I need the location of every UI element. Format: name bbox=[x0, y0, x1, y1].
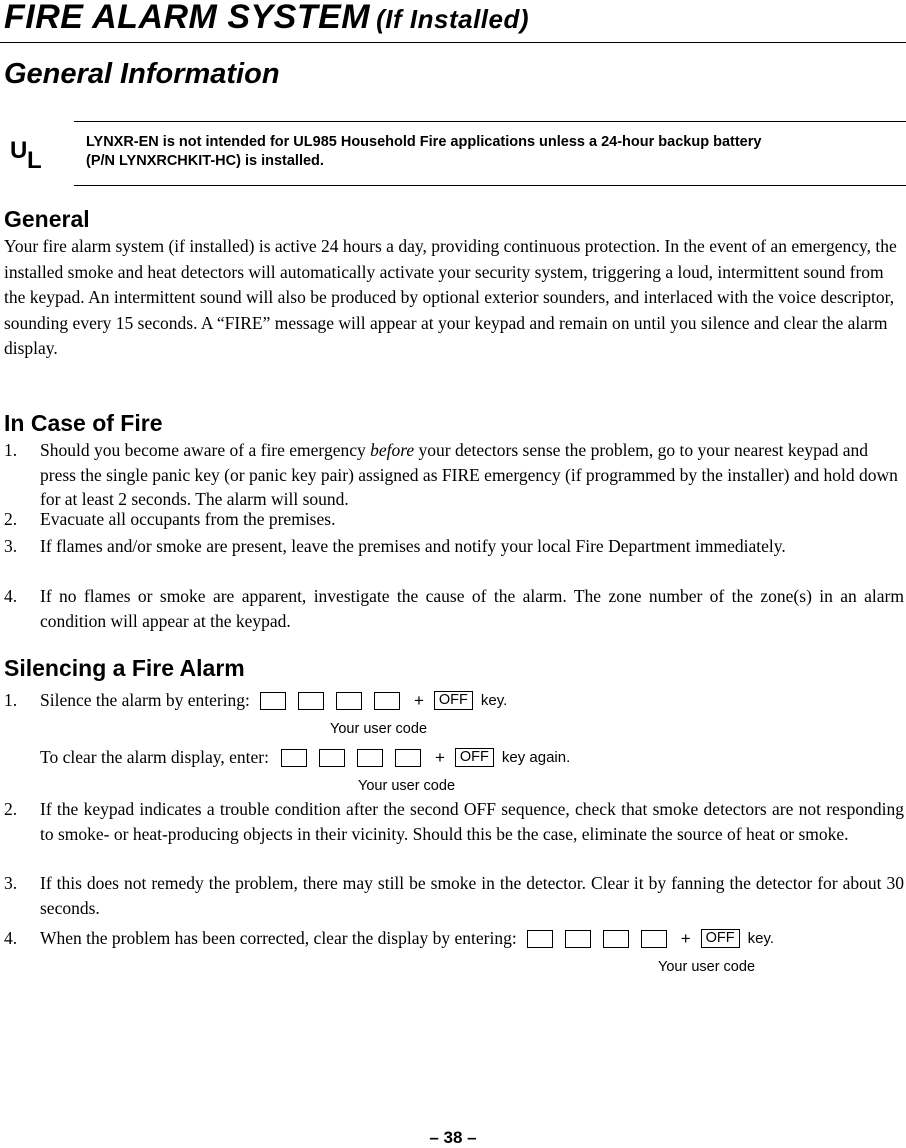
code-digit-box bbox=[603, 930, 629, 948]
plus-sign: + bbox=[434, 747, 445, 767]
off-key: OFF bbox=[434, 691, 473, 710]
key-suffix: key again. bbox=[501, 749, 571, 766]
clear-instruction: To clear the alarm display, enter: bbox=[40, 747, 269, 767]
code-digit-box bbox=[565, 930, 591, 948]
title-main: FIRE ALARM SYSTEM bbox=[4, 0, 371, 36]
clear-display-key-sequence bbox=[40, 928, 774, 949]
code-digit-box bbox=[395, 749, 421, 767]
ul-note bbox=[86, 133, 896, 171]
title-divider bbox=[0, 42, 906, 43]
code-digit-box bbox=[374, 692, 400, 710]
title-suffix: (If Installed) bbox=[376, 4, 530, 34]
code-digit-box bbox=[527, 930, 553, 948]
list-item-number: 2. bbox=[4, 799, 18, 819]
list-item-number: 3. bbox=[4, 536, 18, 556]
code-digit-box bbox=[319, 749, 345, 767]
list-item-number: 3. bbox=[4, 873, 18, 893]
user-code-boxes bbox=[281, 749, 433, 767]
ul-logo-icon: U L bbox=[10, 137, 42, 174]
ul-note-divider-top bbox=[74, 121, 906, 122]
silence-instruction: Silence the alarm by entering: bbox=[40, 690, 250, 710]
user-code-caption: Your user code bbox=[330, 721, 428, 737]
code-digit-box bbox=[281, 749, 307, 767]
list-item: Evacuate all occupants from the premises. bbox=[40, 509, 336, 529]
user-code-caption: Your user code bbox=[358, 778, 456, 794]
clear-key-sequence bbox=[40, 747, 570, 768]
general-paragraph: Your fire alarm system (if installed) is active 24 hours a day, providing continuous protection. In the event of an emergency, the installed smoke and heat detectors will automatically activate your security system, triggering a loud, intermittent sound from the keypad. An intermittent sound will also be produced by optional exterior sounders, and interlaced with the voice descriptor, sounding every 15 seconds. A “FIRE” message will appear at your keypad and remain on until you silence and clear the alarm display. bbox=[4, 236, 897, 358]
ul-note-line-2: (P/N LYNXRCHKIT-HC) is installed. bbox=[86, 153, 324, 169]
emphasis-before: before bbox=[370, 440, 415, 460]
key-suffix: key. bbox=[480, 692, 508, 709]
list-item: If no flames or smoke are apparent, investigate the cause of the alarm. The zone number of the zone(s) in an alarm condition will appear at the keypad. bbox=[40, 586, 904, 631]
user-code-boxes bbox=[527, 930, 679, 948]
list-item-number: 4. bbox=[4, 586, 18, 606]
silence-key-sequence bbox=[40, 690, 507, 711]
section-title: General Information bbox=[4, 58, 280, 90]
off-key: OFF bbox=[701, 929, 740, 948]
heading-general: General bbox=[4, 206, 90, 232]
list-item: If this does not remedy the problem, there may still be smoke in the detector. Clear it by fanning the detector for about 30 seconds. bbox=[40, 873, 904, 918]
list-item: Should you become aware of a fire emergency before your detectors sense the problem, go to your nearest keypad and press the single panic key (or panic key pair) assigned as FIRE emergency (if programmed by the installer) and hold down for at least 2 seconds. The alarm will sound. bbox=[40, 440, 898, 509]
list-item-number: 1. bbox=[4, 690, 18, 710]
page-title bbox=[4, 0, 529, 37]
code-digit-box bbox=[298, 692, 324, 710]
page-number: – 38 – bbox=[429, 1128, 477, 1147]
ul-note-divider-bottom bbox=[74, 185, 906, 186]
code-digit-box bbox=[357, 749, 383, 767]
list-item: If the keypad indicates a trouble condition after the second OFF sequence, check that smoke detectors are not responding to smoke- or heat-producing objects in their vicinity. Should this be the case, eliminate the source of heat or smoke. bbox=[40, 799, 904, 844]
clear-display-instruction: When the problem has been corrected, clear the display by entering: bbox=[40, 928, 517, 948]
code-digit-box bbox=[260, 692, 286, 710]
user-code-caption: Your user code bbox=[658, 959, 756, 975]
plus-sign: + bbox=[413, 690, 424, 710]
code-digit-box bbox=[336, 692, 362, 710]
user-code-boxes bbox=[260, 692, 412, 710]
list-item: If flames and/or smoke are present, leave the premises and notify your local Fire Department immediately. bbox=[40, 536, 786, 556]
off-key: OFF bbox=[455, 748, 494, 767]
heading-in-case-of-fire: In Case of Fire bbox=[4, 410, 163, 436]
list-item-number: 1. bbox=[4, 440, 18, 460]
list-item-number: 2. bbox=[4, 509, 18, 529]
ul-note-line-1: LYNXR-EN is not intended for UL985 Household Fire applications unless a 24-hour backup battery bbox=[86, 134, 762, 150]
list-item-number: 4. bbox=[4, 928, 18, 948]
key-suffix: key. bbox=[747, 930, 775, 947]
code-digit-box bbox=[641, 930, 667, 948]
heading-silencing: Silencing a Fire Alarm bbox=[4, 655, 245, 681]
plus-sign: + bbox=[680, 928, 691, 948]
